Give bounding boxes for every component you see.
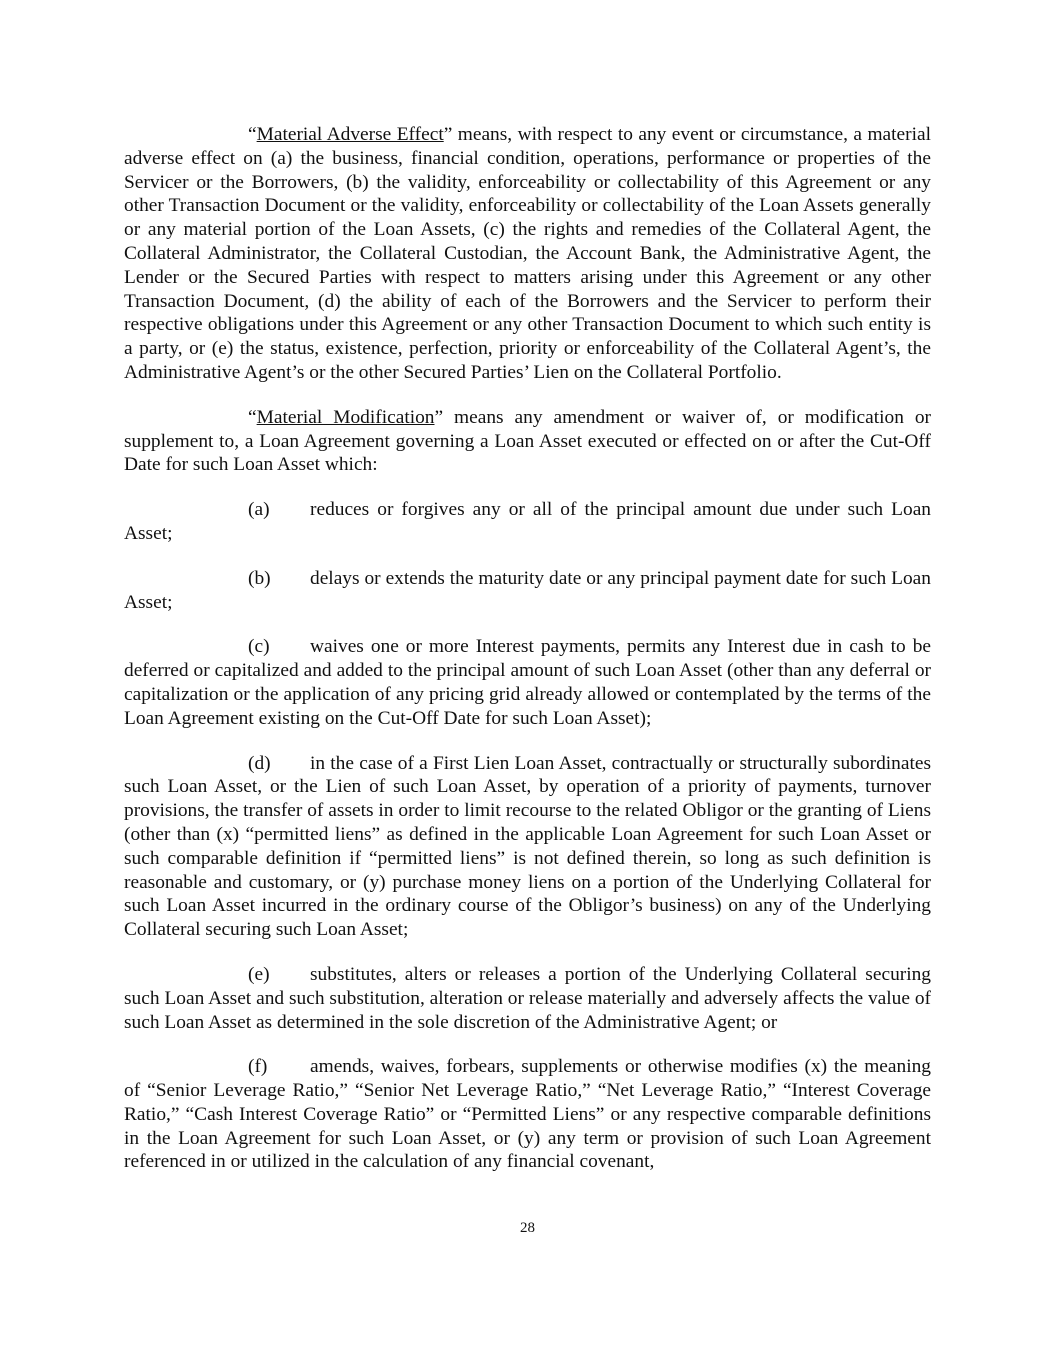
clause-label: (a)	[248, 499, 270, 521]
definition-material-modification	[124, 406, 931, 477]
clause-item	[124, 635, 931, 730]
clause-label: (d)	[248, 752, 271, 774]
clause-text: reduces or forgives any or all of the principal amount due under such Loan Asset;	[124, 499, 931, 544]
clause-text: amends, waives, forbears, supplements or otherwise modifies (x) the meaning of “Senior Leverage Ratio,” “Senior Net Leverage Ratio,” “Net Leverage Ratio,” “Interest Coverage Ratio,” “Cash Interest Coverage Ratio” or “Permitted Liens” or any respective comparable definitions in the Loan Agreement for such Loan Asset, or (y) any term or provision of such Loan Agreement referenced in or utilized in the calculation of any financial covenant,	[124, 1056, 931, 1173]
clause-item	[124, 963, 931, 1034]
open-quote: “	[248, 406, 257, 428]
open-quote: “	[248, 124, 257, 145]
definition-body: ” means, with respect to any event or circumstance, a material adverse effect on (a) the business, financial condition, operations, performance or properties of the Servicer or the Borrowers, (b) the validity, enforceability or collectability of this Agreement or any other Transaction Document or the validity, enforceability or collectability of the Loan Assets generally or any material portion of the Loan Assets, (c) the rights and remedies of the Collateral Agent, the Collateral Administrator, the Collateral Custodian, the Account Bank, the Administrative Agent, the Lender or the Secured Parties with respect to matters arising under this Agreement or any other Transaction Document, (d) the ability of each of the Borrowers and the Servicer to perform their respective obligations under this Agreement or any other Transaction Document to which such entity is a party, or (e) the status, existence, perfection, priority or enforceability of the Collateral Agent’s, the Administrative Agent’s or the other Secured Parties’ Lien on the Collateral Portfolio.	[124, 124, 931, 383]
clause-item	[124, 498, 931, 546]
clause-item	[124, 1055, 931, 1174]
clause-text: in the case of a First Lien Loan Asset, contractually or structurally subordinates such Loan Asset, or the Lien of such Loan Asset, by operation of a priority of payments, turnover provisions, the transfer of assets in order to limit recourse to the related Obligor or the granting of Liens (other than (x) “permitted liens” as defined in the applicable Loan Agreement for such Loan Asset or such comparable definition if “permitted liens” is not defined therein, so long as such definition is reasonable and customary, or (y) purchase money liens on a portion of the Underlying Collateral for such Loan Asset incurred in the ordinary course of the Obligor’s business) on any of the Underlying Collateral securing such Loan Asset;	[124, 752, 931, 941]
clause-text: substitutes, alters or releases a portion of the Underlying Collateral securing such Loan Asset and such substitution, alteration or release materially and adversely affects the value of such Loan Asset as determined in the sole discretion of the Administrative Agent; or	[124, 963, 931, 1033]
page-number: 28	[520, 1220, 535, 1236]
clause-label: (f)	[248, 1056, 268, 1078]
clause-label: (e)	[248, 963, 270, 985]
clause-text: waives one or more Interest payments, permits any Interest due in cash to be deferred or capitalized and added to the principal amount of such Loan Asset (other than any deferral or capitalization or the application of any pricing grid already allowed or contemplated by the terms of the Loan Agreement existing on the Cut-Off Date for such Loan Asset);	[124, 636, 931, 729]
clause-text: delays or extends the maturity date or any principal payment date for such Loan Asset;	[124, 567, 931, 613]
clause-label: (c)	[248, 636, 270, 658]
defined-term: Material Modification	[256, 406, 435, 428]
clause-item	[124, 567, 931, 615]
document-page	[124, 123, 931, 1195]
definition-material-adverse-effect	[124, 123, 931, 385]
clause-label: (b)	[248, 567, 271, 589]
clause-item	[124, 752, 931, 942]
definition-body: ” means any amendment or waiver of, or modification or supplement to, a Loan Agreement governing a Loan Asset executed or effected on or after the Cut-Off Date for such Loan Asset which:	[124, 406, 931, 476]
defined-term: Material Adverse Effect	[256, 124, 444, 145]
